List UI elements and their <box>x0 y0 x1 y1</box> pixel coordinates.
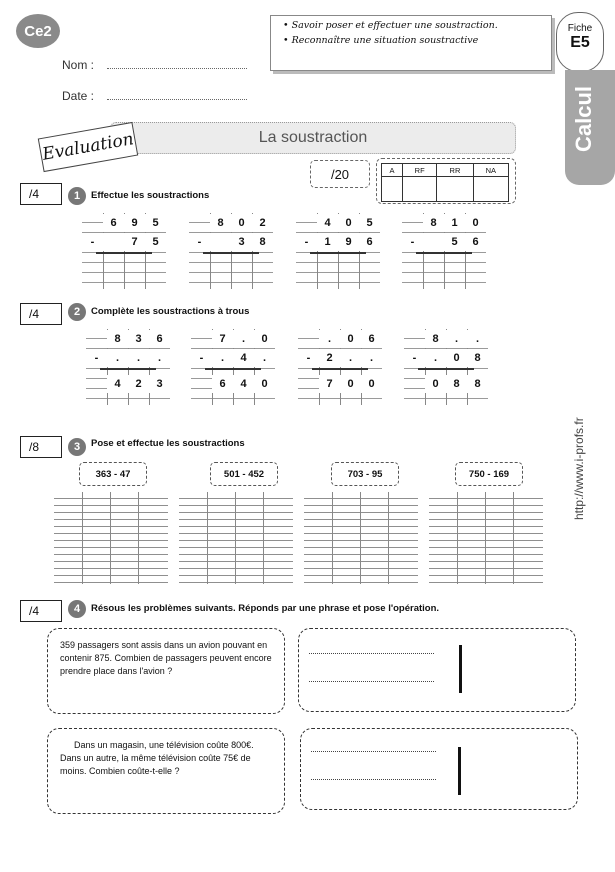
operation-row <box>402 214 486 232</box>
digit: 9 <box>124 214 145 232</box>
digit: . <box>467 330 488 348</box>
operation-row <box>404 375 488 393</box>
digit: 3 <box>231 233 252 251</box>
operation-label: 703 - 95 <box>331 462 399 486</box>
digit: . <box>340 349 361 367</box>
operation-row <box>82 233 166 251</box>
exercise-1-number: 1 <box>68 187 86 205</box>
subtraction-bar <box>416 252 472 254</box>
digit: 7 <box>319 375 340 393</box>
digit: 0 <box>465 214 486 232</box>
digit <box>423 233 444 251</box>
digit: 0 <box>338 214 359 232</box>
digit: 4 <box>107 375 128 393</box>
digit: 0 <box>446 349 467 367</box>
eval-cell[interactable] <box>473 177 508 202</box>
operation-label: 750 - 169 <box>455 462 523 486</box>
answer-box-2[interactable] <box>300 728 578 810</box>
digit: - <box>298 349 319 367</box>
fiche-label: Fiche <box>567 23 593 34</box>
digit: . <box>233 330 254 348</box>
digit: . <box>107 349 128 367</box>
eval-col: RF <box>403 164 437 177</box>
digit: . <box>361 349 382 367</box>
digit: - <box>189 233 210 251</box>
work-grid[interactable] <box>179 492 293 584</box>
operation-grid[interactable] <box>191 329 275 405</box>
operation-row <box>86 330 170 348</box>
exercise-3-number: 3 <box>68 438 86 456</box>
operation-row <box>86 375 170 393</box>
operation-grid[interactable] <box>298 329 382 405</box>
operation-grid[interactable] <box>402 213 486 289</box>
evaluation-stamp: Evaluation <box>38 122 138 172</box>
digit: . <box>254 349 275 367</box>
digit <box>103 233 124 251</box>
digit: 8 <box>467 375 488 393</box>
subtraction-bar <box>310 252 366 254</box>
total-score[interactable]: /20 <box>310 160 370 188</box>
digit: 4 <box>233 375 254 393</box>
name-field[interactable] <box>62 58 247 72</box>
digit: 5 <box>145 233 166 251</box>
digit: - <box>86 349 107 367</box>
digit: 5 <box>359 214 380 232</box>
digit: 0 <box>425 375 446 393</box>
digit: - <box>82 233 103 251</box>
digit: 0 <box>340 375 361 393</box>
objective-item: • Savoir poser et effectuer une soustraction. <box>283 20 498 31</box>
subject-label: Calcul <box>571 85 596 152</box>
digit: 8 <box>423 214 444 232</box>
subtraction-bar <box>312 368 368 370</box>
digit: 2 <box>319 349 340 367</box>
page-title: La soustraction <box>110 122 516 154</box>
digit: 8 <box>446 375 467 393</box>
operation-row <box>298 375 382 393</box>
subtraction-bar <box>96 252 152 254</box>
operation-label: 363 - 47 <box>79 462 147 486</box>
date-label: Date : <box>62 89 95 103</box>
name-label: Nom : <box>62 58 95 72</box>
site-url[interactable]: http://www.i-profs.fr <box>572 417 586 520</box>
digit: 0 <box>231 214 252 232</box>
digit: . <box>425 349 446 367</box>
digit: 2 <box>128 375 149 393</box>
exercise-2-instruction: Complète les soustractions à trous <box>91 306 250 317</box>
digit: 0 <box>254 330 275 348</box>
operation-grid[interactable] <box>404 329 488 405</box>
objectives-box <box>270 15 552 71</box>
operation-row <box>189 233 273 251</box>
fiche-code: E5 <box>570 34 590 51</box>
eval-cell[interactable] <box>382 177 403 202</box>
digit: . <box>446 330 467 348</box>
problem-1: 359 passagers sont assis dans un avion pouvant en contenir 875. Combien de passagers peuvent encore prendre place dans l'avion ? <box>47 628 285 714</box>
operation-row <box>189 214 273 232</box>
operation-row <box>86 349 170 367</box>
subtraction-bar <box>205 368 261 370</box>
digit: . <box>128 349 149 367</box>
digit: 3 <box>149 375 170 393</box>
level-badge: Ce2 <box>16 14 60 48</box>
subject-tab <box>565 70 615 185</box>
operation-row <box>191 349 275 367</box>
exercise-4-points[interactable]: /4 <box>20 600 62 622</box>
digit: - <box>296 233 317 251</box>
operation-row <box>402 233 486 251</box>
exercise-4-instruction: Résous les problèmes suivants. Réponds par une phrase et pose l'opération. <box>91 603 440 614</box>
operation-grid[interactable] <box>296 213 380 289</box>
digit: 7 <box>124 233 145 251</box>
work-grid[interactable] <box>54 492 168 584</box>
digit: 6 <box>103 214 124 232</box>
eval-col: A <box>382 164 403 177</box>
digit <box>210 233 231 251</box>
digit: 6 <box>359 233 380 251</box>
digit: 6 <box>465 233 486 251</box>
operation-row <box>296 233 380 251</box>
problem-2: Dans un magasin, une télévision coûte 800€. Dans un autre, la même télévision coûte 75€ de moins. Combien coûte-t-elle ? <box>47 728 285 814</box>
digit: 3 <box>128 330 149 348</box>
exercise-4-number: 4 <box>68 600 86 618</box>
subtraction-bar <box>418 368 474 370</box>
operation-row <box>82 214 166 232</box>
digit: 8 <box>425 330 446 348</box>
digit: 4 <box>233 349 254 367</box>
digit: - <box>402 233 423 251</box>
digit: 4 <box>317 214 338 232</box>
operation-row <box>191 375 275 393</box>
digit: 0 <box>340 330 361 348</box>
subtraction-bar <box>203 252 259 254</box>
digit: 8 <box>252 233 273 251</box>
operation-label: 501 - 452 <box>210 462 278 486</box>
digit: 8 <box>210 214 231 232</box>
evaluation-grid <box>376 158 516 204</box>
work-grid[interactable] <box>429 492 543 584</box>
operation-grid[interactable] <box>82 213 166 289</box>
eval-col: NA <box>473 164 508 177</box>
digit: 8 <box>467 349 488 367</box>
operation-row <box>404 349 488 367</box>
exercise-3-instruction: Pose et effectue les soustractions <box>91 438 245 449</box>
digit: 6 <box>149 330 170 348</box>
objective-item: • Reconnaître une situation soustractive <box>283 35 479 46</box>
digit: 5 <box>145 214 166 232</box>
answer-box-1[interactable] <box>298 628 576 712</box>
work-grid[interactable] <box>304 492 418 584</box>
digit: . <box>319 330 340 348</box>
eval-col: RR <box>437 164 473 177</box>
digit: 2 <box>252 214 273 232</box>
fiche-badge <box>556 12 604 72</box>
operation-grid[interactable] <box>86 329 170 405</box>
date-field[interactable] <box>62 89 247 103</box>
exercise-2-points[interactable]: /4 <box>20 303 62 325</box>
digit: 0 <box>254 375 275 393</box>
digit: . <box>149 349 170 367</box>
digit: 0 <box>361 375 382 393</box>
digit: 6 <box>212 375 233 393</box>
digit: 9 <box>338 233 359 251</box>
eval-cell[interactable] <box>437 177 473 202</box>
exercise-1-points[interactable]: /4 <box>20 183 62 205</box>
digit: - <box>191 349 212 367</box>
digit: 5 <box>444 233 465 251</box>
operation-row <box>404 330 488 348</box>
digit: 1 <box>444 214 465 232</box>
operation-grid[interactable] <box>189 213 273 289</box>
operation-row <box>298 349 382 367</box>
exercise-3-points[interactable]: /8 <box>20 436 62 458</box>
digit: 6 <box>361 330 382 348</box>
subtraction-bar <box>100 368 156 370</box>
exercise-2-number: 2 <box>68 303 86 321</box>
operation-row <box>296 214 380 232</box>
digit: 7 <box>212 330 233 348</box>
digit: 1 <box>317 233 338 251</box>
operation-row <box>298 330 382 348</box>
eval-cell[interactable] <box>403 177 437 202</box>
operation-row <box>191 330 275 348</box>
digit: . <box>212 349 233 367</box>
exercise-1-instruction: Effectue les soustractions <box>91 190 210 201</box>
digit: - <box>404 349 425 367</box>
digit: 8 <box>107 330 128 348</box>
